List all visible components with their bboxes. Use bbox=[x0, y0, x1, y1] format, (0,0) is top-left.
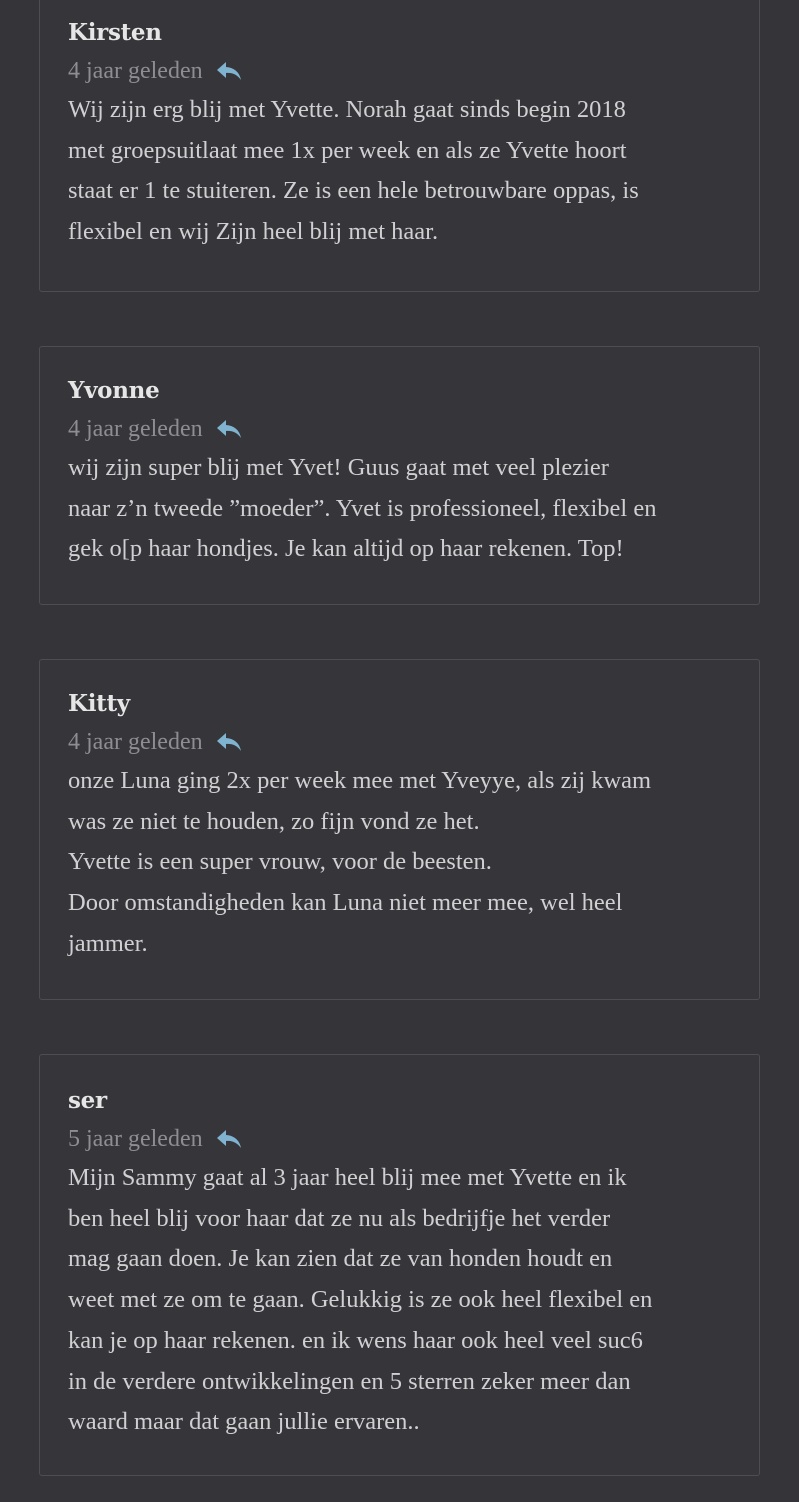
review-text-line: gek o[p haar hondjes. Je kan altijd op haar rekenen. Top! bbox=[68, 535, 624, 563]
review-card bbox=[39, 346, 760, 605]
review-author: ser bbox=[68, 1087, 107, 1114]
review-time: 4 jaar geleden bbox=[68, 416, 203, 442]
reply-icon[interactable] bbox=[215, 418, 243, 440]
review-text-line: Yvette is een super vrouw, voor de beesten. bbox=[68, 848, 492, 876]
review-text-line: flexibel en wij Zijn heel blij met haar. bbox=[68, 218, 439, 246]
review-meta bbox=[68, 414, 731, 444]
review-text bbox=[68, 1158, 731, 1443]
reply-icon[interactable] bbox=[215, 731, 243, 753]
review-text-line: Wij zijn erg blij met Yvette. Norah gaat sinds begin 2018 bbox=[68, 96, 626, 123]
review-text-line: onze Luna ging 2x per week mee met Yveyye, als zij kwam bbox=[68, 767, 652, 794]
review-meta bbox=[68, 56, 731, 86]
review-meta bbox=[68, 727, 731, 757]
review-text-line: staat er 1 te stuiteren. Ze is een hele betrouwbare oppas, is bbox=[68, 177, 639, 205]
review-text-line: weet met ze om te gaan. Gelukkig is ze ook heel flexibel en bbox=[68, 1286, 653, 1314]
review-text-line: jammer. bbox=[68, 929, 148, 957]
review-author: Kirsten bbox=[68, 19, 162, 46]
review-text-line: waard maar dat gaan jullie ervaren.. bbox=[68, 1408, 420, 1436]
review-card bbox=[39, 659, 760, 1000]
review-text-line: in de verdere ontwikkelingen en 5 sterren zeker meer dan bbox=[68, 1367, 631, 1395]
reply-icon[interactable] bbox=[215, 60, 243, 82]
review-text-line: Mijn Sammy gaat al 3 jaar heel blij mee met Yvette en ik bbox=[68, 1164, 627, 1191]
review-author: Yvonne bbox=[68, 377, 160, 404]
review-text-line: mag gaan doen. Je kan zien dat ze van honden houdt en bbox=[68, 1245, 613, 1273]
review-text bbox=[68, 448, 731, 570]
review-text-line: was ze niet te houden, zo fijn vond ze het. bbox=[68, 807, 480, 835]
review-text-line: wij zijn super blij met Yvet! Guus gaat met veel plezier bbox=[68, 454, 609, 481]
review-text-line: kan je op haar rekenen. en ik wens haar ook heel veel suc6 bbox=[68, 1326, 643, 1354]
review-text-line: naar z’n tweede ”moeder”. Yvet is professioneel, flexibel en bbox=[68, 494, 657, 522]
review-author: Kitty bbox=[68, 690, 130, 717]
review-card bbox=[39, 0, 760, 292]
review-text bbox=[68, 761, 731, 965]
review-time: 4 jaar geleden bbox=[68, 58, 203, 84]
review-text-line: Door omstandigheden kan Luna niet meer mee, wel heel bbox=[68, 889, 623, 917]
review-card bbox=[39, 1054, 760, 1476]
review-text-line: met groepsuitlaat mee 1x per week en als ze Yvette hoort bbox=[68, 136, 627, 164]
review-meta bbox=[68, 1124, 731, 1154]
review-time: 5 jaar geleden bbox=[68, 1126, 203, 1152]
review-text bbox=[68, 90, 731, 253]
review-time: 4 jaar geleden bbox=[68, 729, 203, 755]
reply-icon[interactable] bbox=[215, 1128, 243, 1150]
review-text-line: ben heel blij voor haar dat ze nu als bedrijfje het verder bbox=[68, 1204, 611, 1232]
